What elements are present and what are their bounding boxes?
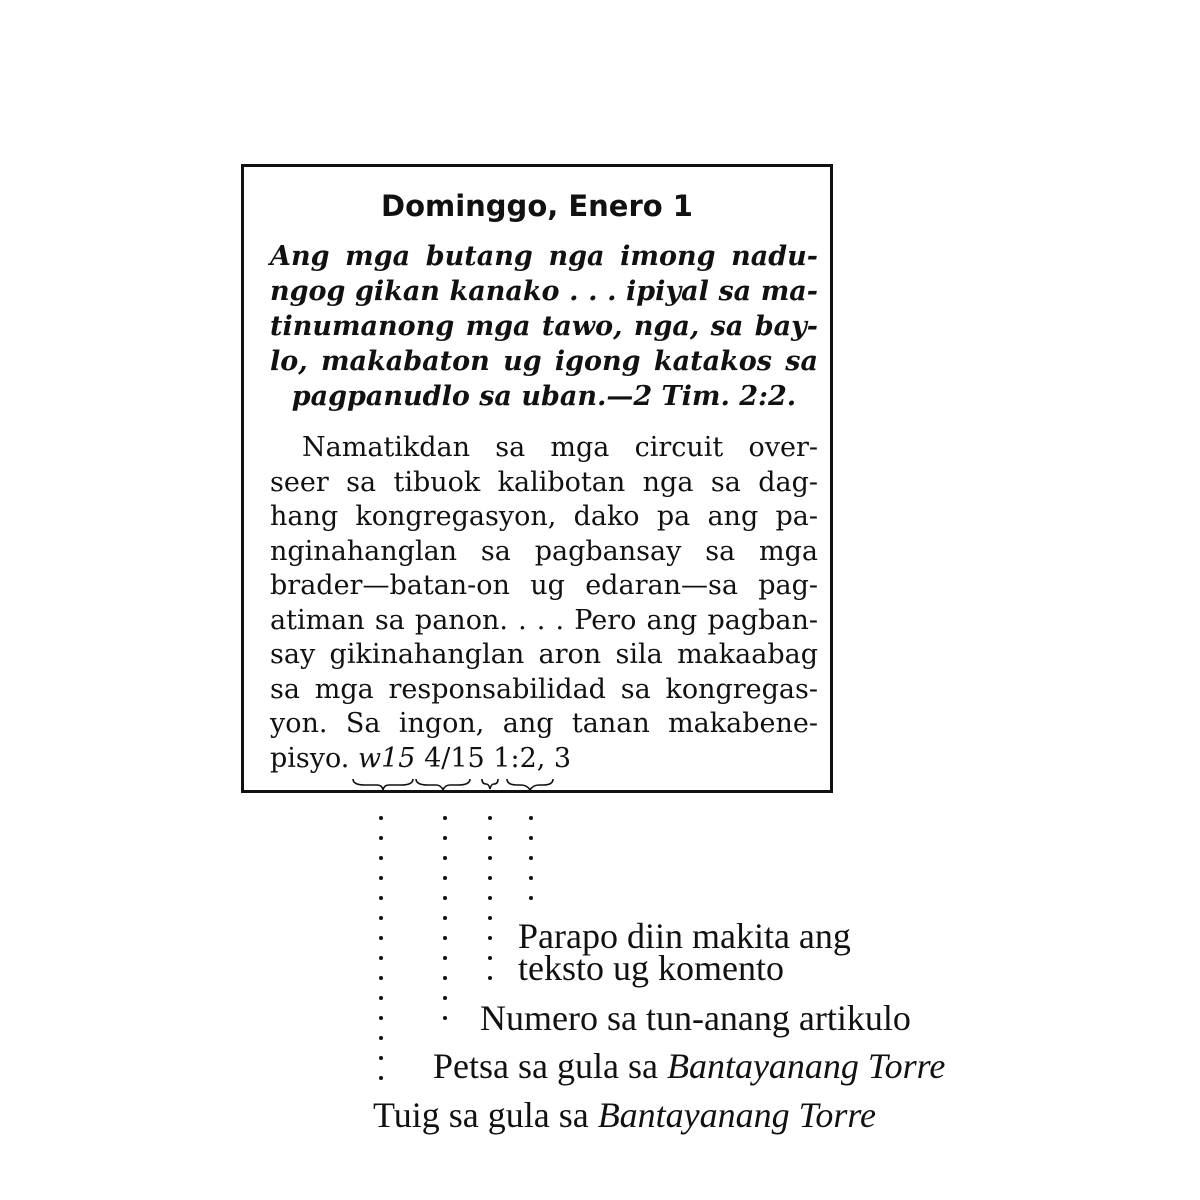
date-callout [433, 1046, 946, 1086]
date-callout-prefix: Petsa sa gula sa [433, 1046, 658, 1086]
year-callout-magazine: Bantayanang Torre [597, 1095, 877, 1135]
comment-last-word: pisyo. [270, 742, 350, 774]
dotted-leader-date [443, 816, 447, 1020]
comment-line: say gikinahanglan aron sila makaabag [270, 639, 818, 670]
ref-paragraphs: 2, 3 [519, 742, 572, 774]
comment-line: yon. Sa ingon, ang tanan makabene- [270, 708, 818, 739]
comment-line: atiman sa panon. . . . Pero ang pagban- [270, 604, 818, 636]
comment-line: brader—batan-on ug edaran—sa pag- [270, 570, 818, 601]
scripture-line: pagpanudlo sa uban.—2 Tim. 2:2. [291, 381, 797, 412]
year-callout-prefix: Tuig sa gula sa [373, 1095, 589, 1135]
scripture-line: ngog gikan kanako . . . ipiyal sa ma- [270, 276, 818, 307]
date-callout-magazine: Bantayanang Torre [666, 1046, 946, 1086]
scripture-line: lo, makabaton ug igong katakos sa [270, 346, 818, 377]
ref-year: w15 [358, 742, 416, 774]
comment-line: Namatikdan sa mga circuit over- [302, 432, 818, 463]
date-heading: Dominggo, Enero 1 [381, 189, 693, 223]
dotted-leader-year [379, 816, 383, 1080]
ref-date: 4/15 [424, 742, 485, 774]
scripture-line: tinumanong mga tawo, nga, sa bay- [270, 311, 818, 342]
daily-text-card [241, 164, 833, 793]
comment-last-line [270, 742, 818, 777]
article-callout: Numero sa tun-anang artikulo [480, 998, 911, 1038]
scripture-line: Ang mga butang nga imong nadu- [270, 241, 818, 272]
year-callout [373, 1095, 877, 1135]
paragraph-callout-line2: teksto ug komento [518, 948, 784, 988]
comment-text [270, 431, 818, 776]
ref-article: 1: [493, 742, 520, 774]
paragraph-callout-line1: Parapo diin makita ang [518, 916, 851, 956]
comment-line: hang kongregasyon, dako pa ang pa- [270, 501, 818, 532]
comment-line: nginahanglan sa pagbansay sa mga [270, 535, 818, 567]
dotted-leader-article [488, 816, 492, 980]
comment-line: seer sa tibuok kalibotan nga sa dag- [270, 466, 818, 498]
dotted-leader-paragraphs [529, 816, 533, 900]
scripture-text [270, 239, 818, 414]
comment-line: sa mga responsabilidad sa kongregas- [270, 673, 818, 705]
